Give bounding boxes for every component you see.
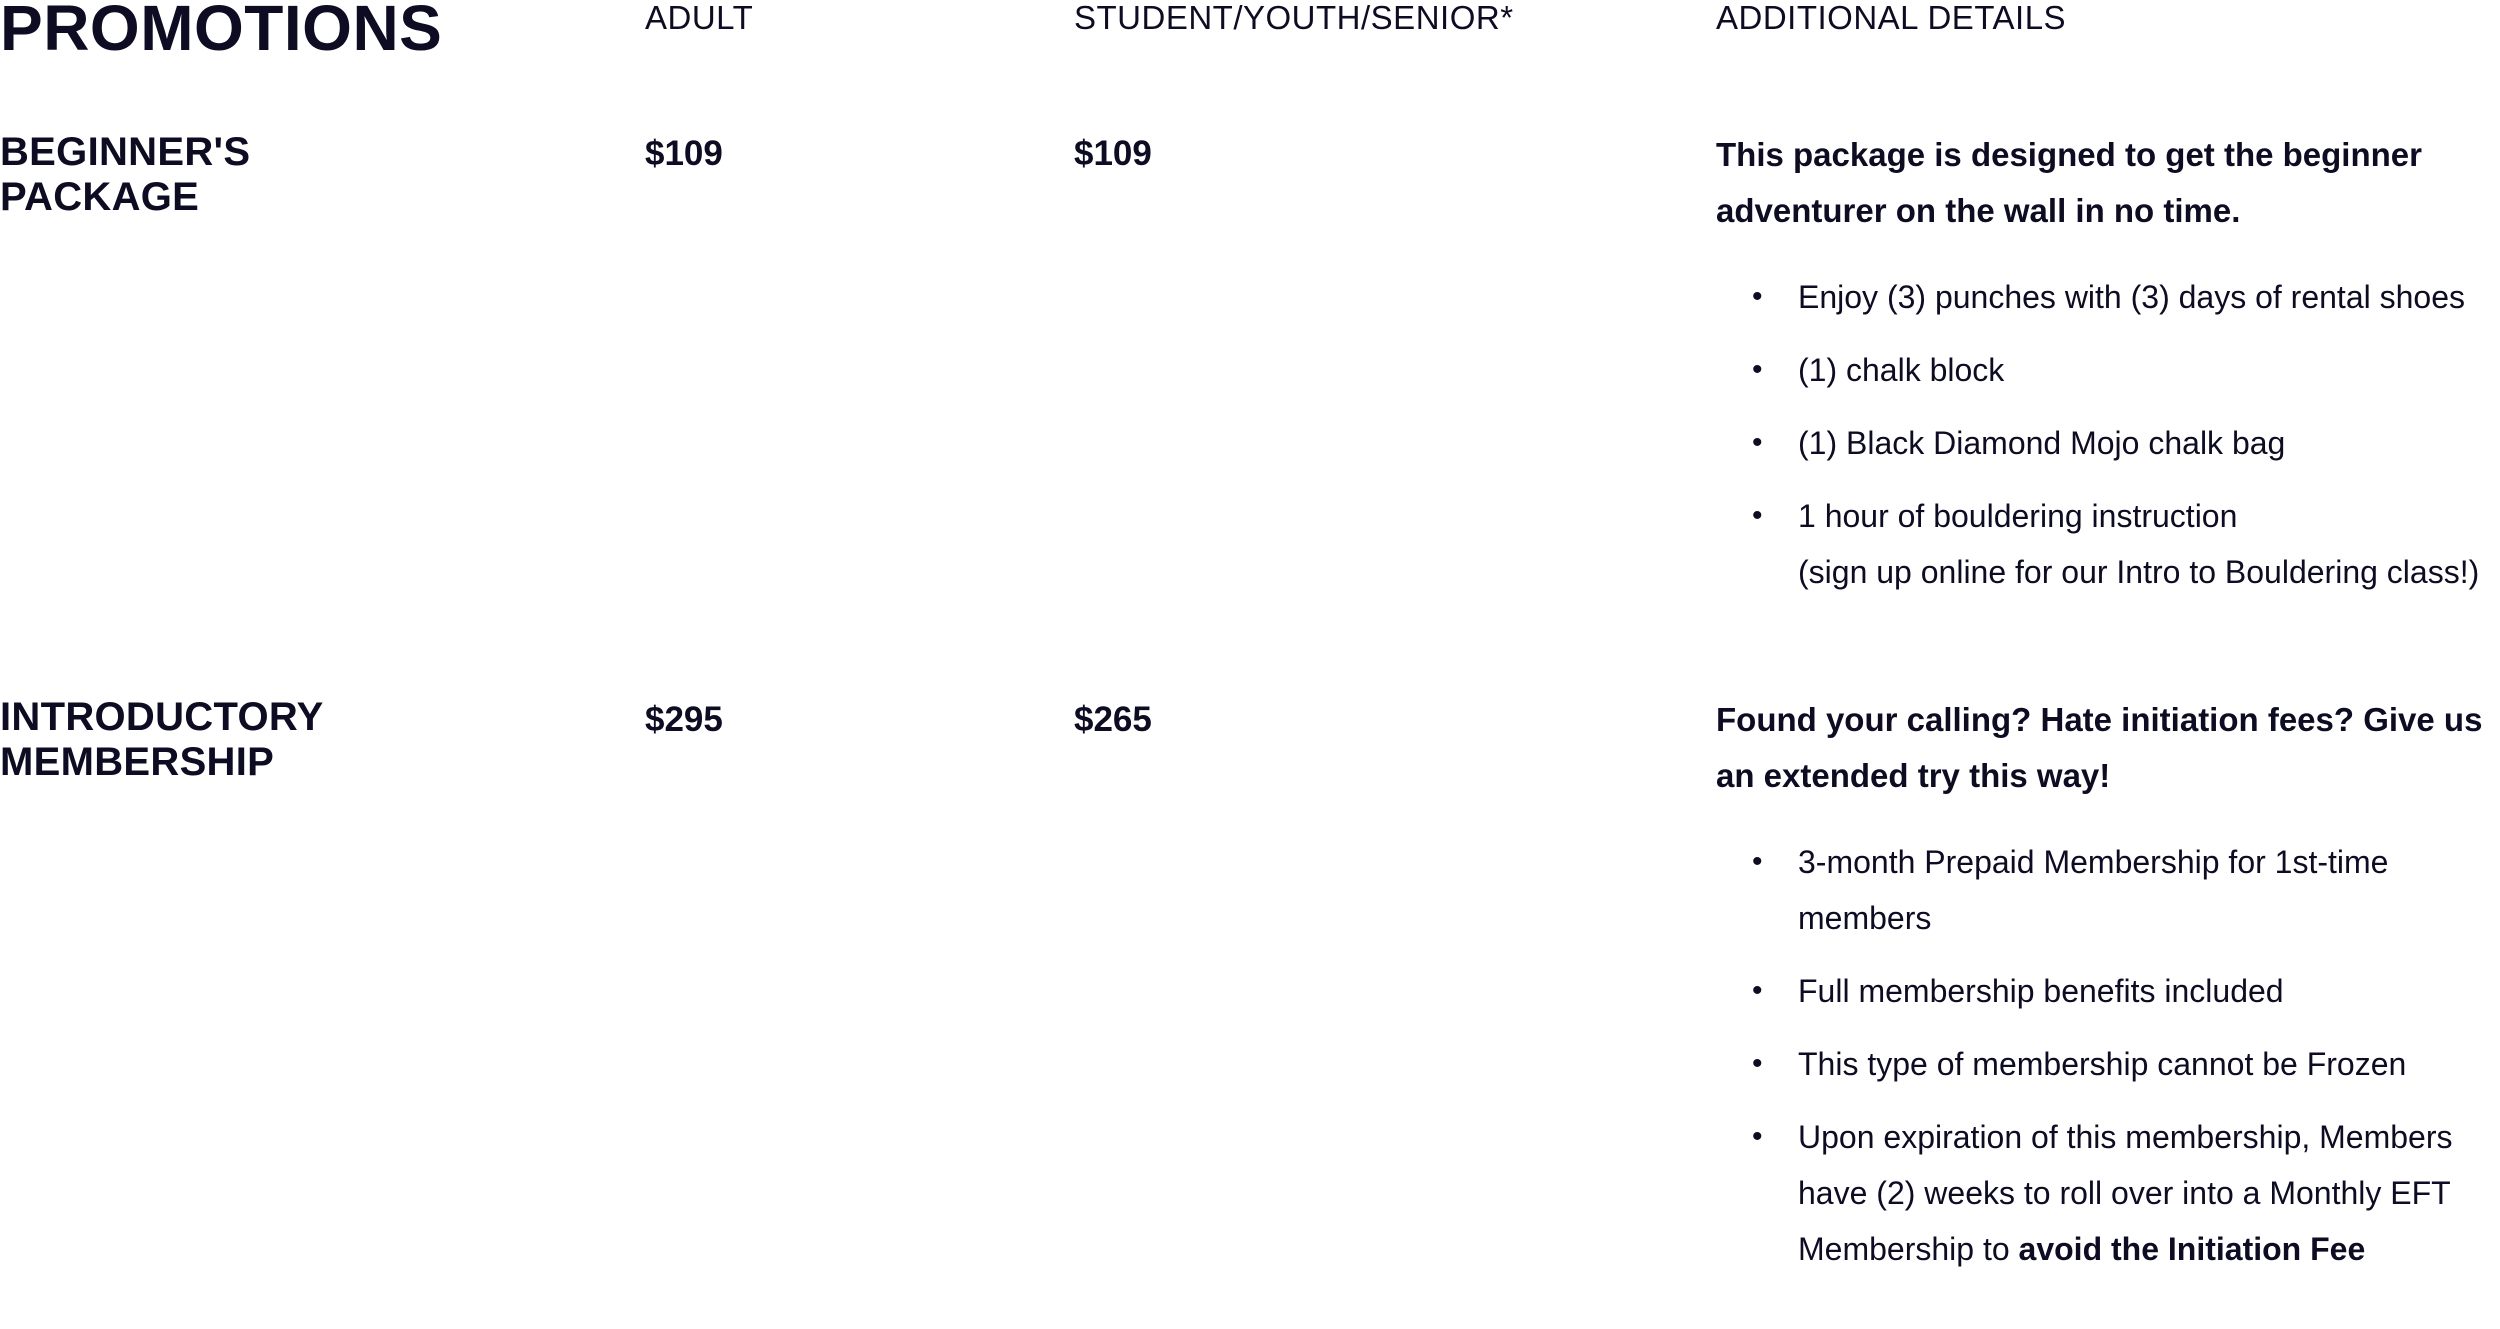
bullet-icon: •: [1752, 974, 1763, 1007]
column-header-details: ADDITIONAL DETAILS: [1716, 0, 2067, 36]
adult-price-beginners: $109: [645, 134, 723, 173]
list-item: [1716, 488, 2500, 600]
bullet-icon: •: [1752, 280, 1763, 313]
details-list: [1716, 269, 2500, 600]
details-lead: Found your calling? Hate initiation fees? Give us an extended try this way!: [1716, 701, 2483, 794]
details-list: [1716, 834, 2500, 1277]
page-title: PROMOTIONS: [0, 0, 443, 64]
list-item-text: (1) Black Diamond Mojo chalk bag: [1798, 425, 2286, 461]
list-item-text: (1) chalk block: [1798, 352, 2005, 388]
list-item: [1716, 269, 2500, 325]
list-item: [1716, 1109, 2500, 1277]
package-name-line: PACKAGE: [0, 175, 200, 219]
list-item-text: Full membership benefits included: [1798, 973, 2284, 1009]
list-item-subtext: (sign up online for our Intro to Bouldering class!): [1798, 554, 2480, 590]
student-price-beginners: $109: [1074, 134, 1152, 173]
package-name-line: MEMBERSHIP: [0, 740, 275, 784]
list-item: [1716, 342, 2500, 398]
details-beginners: [1716, 127, 2500, 617]
list-item-text: 1 hour of bouldering instruction: [1798, 498, 2238, 534]
list-item-text: Enjoy (3) punches with (3) days of rental shoes: [1798, 279, 2465, 315]
list-item: [1716, 834, 2500, 946]
list-item-text: 3-month Prepaid Membership for 1st-time members: [1798, 844, 2389, 936]
bullet-icon: •: [1752, 845, 1763, 878]
student-price-introductory: $265: [1074, 700, 1152, 739]
adult-price-introductory: $295: [645, 700, 723, 739]
bullet-icon: •: [1752, 1120, 1763, 1153]
bullet-icon: •: [1752, 1047, 1763, 1080]
details-lead: This package is designed to get the beginner adventurer on the wall in no time.: [1716, 136, 2422, 229]
column-header-adult: ADULT: [645, 0, 754, 36]
list-item: [1716, 1036, 2500, 1092]
package-name-line: INTRODUCTORY: [0, 695, 324, 739]
package-name-introductory: [0, 695, 560, 785]
list-item: [1716, 415, 2500, 471]
bullet-icon: •: [1752, 499, 1763, 532]
bullet-icon: •: [1752, 353, 1763, 386]
column-header-student: STUDENT/YOUTH/SENIOR*: [1074, 0, 1514, 36]
list-item-text: This type of membership cannot be Frozen: [1798, 1046, 2407, 1082]
list-item-emphasis: avoid the Initiation Fee: [2018, 1231, 2366, 1267]
list-item: [1716, 963, 2500, 1019]
details-introductory: [1716, 692, 2500, 1294]
package-name-line: BEGINNER'S: [0, 130, 251, 174]
list-item-text: Upon expiration of this membership, Members have (2) weeks to roll over into a Monthly EFT Membership to: [1798, 1119, 2453, 1267]
bullet-icon: •: [1752, 426, 1763, 459]
package-name-beginners: [0, 130, 560, 220]
